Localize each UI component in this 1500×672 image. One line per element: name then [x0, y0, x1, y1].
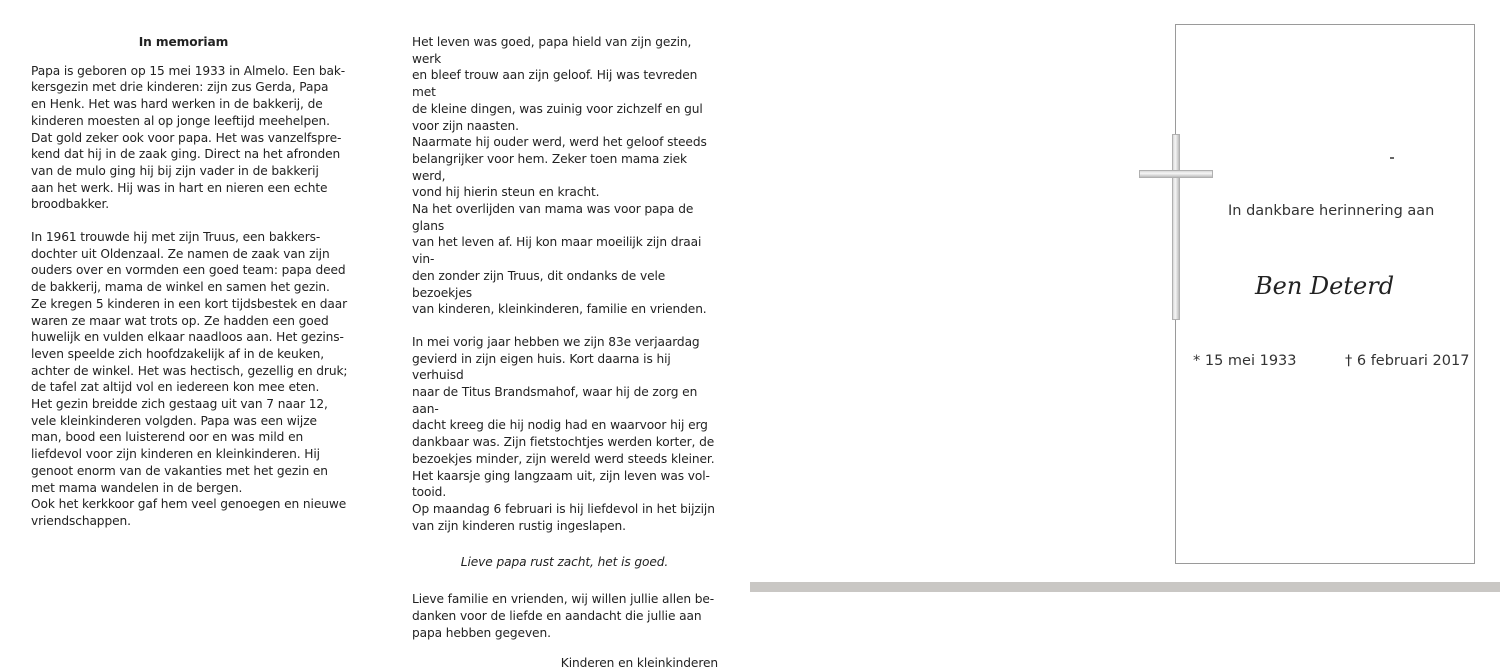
paragraph-gap — [412, 534, 722, 554]
dedication-text: In dankbare herinnering aan — [1228, 203, 1435, 219]
memoriam-heading: In memoriam — [138, 35, 229, 49]
cross-icon-bar — [1139, 170, 1213, 178]
farewell-quote: Lieve papa rust zacht, het is goed. — [460, 555, 669, 570]
deceased-name: Ben Deterd — [1255, 272, 1395, 300]
cross-icon — [1172, 134, 1180, 320]
paragraph-gap — [412, 571, 722, 591]
signature: Kinderen en kleinkinderen — [560, 656, 718, 671]
birth-date: * 15 mei 1933 — [1193, 353, 1297, 369]
scan-edge-bar — [750, 582, 1500, 592]
paragraph-gap — [412, 318, 722, 334]
paragraph-marriage: In 1961 trouwde hij met zijn Truus, een bakkers- dochter uit Oldenzaal. Ze namen de zaak van zijn ouders over en vormden een goed team: papa deed de bakkerij, mama de winkel en samen het gezin. Ze kregen 5 kinderen in een kort tijdsbestek en daar waren ze maar wat trots op. Ze hadden een goed huwelijk en vulden elkaar naadloos aan. Het gezins- leven speelde zich hoofdzakelijk af in de keuken, achter de winkel. Het was hectisch, gezellig en druk; de tafel zat altijd vol en iedereen kon mee eten. Het gezin breidde zich gestaag uit van 7 naar 12, vele kleinkinderen volgden. Papa was een wijze man, bood een luisterend oor en was mild en liefdevol voor zijn kinderen en kleinkinderen. Hij genoot enorm van de vakanties met het gezin en met mama wandelen in de bergen. Ook het kerkkoor gaf hem veel genoegen en nieuwe vriendschappen. — [31, 230, 348, 528]
paragraph-last-year: In mei vorig jaar hebben we zijn 83e verjaardag gevierd in zijn eigen huis. Kort daarna is hij verhuisd naar de Titus Brandsmahof, waar hij de zorg en aan- dacht kreeg die hij nodig had en waarvoor hij erg dankbaar was. Zijn fietstochtjes werden korter, de bezoekjes minder, zijn wereld werd steeds kleiner. Het kaarsje ging langzaam uit, zijn leven was vol- tooid. Op maandag 6 februari is hij liefdevol in het bijzijn van zijn kinderen rustig ingeslapen. — [412, 334, 715, 533]
paragraph-gap — [31, 213, 351, 229]
paragraph-life: Het leven was goed, papa hield van zijn gezin, werk en bleef trouw aan zijn geloof. Hij was tevreden met de kleine dingen, was zuinig voor zichzelf en gul voor zijn naasten. Naarmate hij ouder werd, werd het geloof steeds belangrijker voor hem. Zeker toen mama ziek werd, vond hij hierin steun en kracht. Na het overlijden van mama was voor papa de glans van het leven af. Hij kon maar moeilijk zijn draai vin- den zonder zijn Truus, dit ondanks de vele bezoekjes van kinderen, kleinkinderen, familie en vrienden. — [412, 35, 707, 317]
memoriam-left-column — [31, 34, 351, 530]
print-speck — [1390, 157, 1394, 159]
paragraph-childhood: Papa is geboren op 15 mei 1933 in Almelo. Een bak- kersgezin met drie kinderen: zijn zus Gerda, Papa en Henk. Het was hard werken in de bakkerij, de kinderen moesten al op jonge leeftijd meehelpen. Dat gold zeker ook voor papa. Het was vanzelfspre- kend dat hij in de zaak ging. Direct na het afronden van de mulo ging hij bij zijn vader in de bakkerij aan het werk. Hij was in hart en nieren een echte broodbakker. — [31, 63, 346, 212]
death-date: † 6 februari 2017 — [1345, 353, 1470, 369]
paragraph-thanks: Lieve familie en vrienden, wij willen jullie allen be- danken voor de liefde en aandacht die jullie aan papa hebben gegeven. — [412, 592, 715, 640]
memoriam-middle-column — [412, 34, 722, 672]
paragraph-gap — [412, 641, 722, 655]
